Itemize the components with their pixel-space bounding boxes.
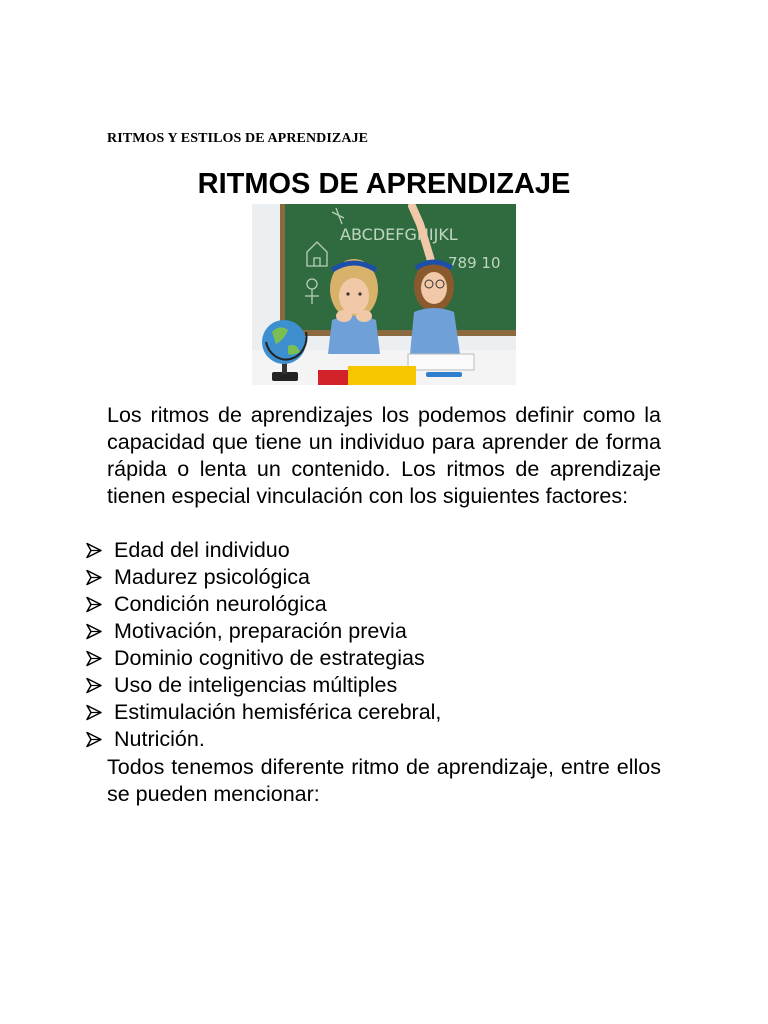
arrow-bullet-icon	[85, 704, 103, 721]
list-item	[85, 699, 441, 726]
page-title: RITMOS DE APRENDIZAJE	[197, 168, 571, 200]
list-item	[85, 645, 441, 672]
list-item	[85, 672, 441, 699]
arrow-bullet-icon	[85, 650, 103, 667]
arrow-bullet-icon	[85, 731, 103, 748]
list-item	[85, 618, 441, 645]
document-header: RITMOS Y ESTILOS DE APRENDIZAJE	[107, 131, 369, 146]
chalkboard-numbers: 789 10	[448, 254, 501, 272]
list-item	[85, 726, 441, 753]
intro-paragraph: Los ritmos de aprendizajes los podemos definir como la capacidad que tiene un individuo para aprender de forma rápida o lenta un contenido. Los ritmos de aprendizaje tienen especial vinculación con los siguientes factores:	[107, 403, 661, 508]
list-item-label: Nutrición.	[114, 727, 205, 751]
classroom-illustration	[252, 204, 516, 385]
arrow-bullet-icon	[85, 623, 103, 640]
arrow-bullet-icon	[85, 569, 103, 586]
factors-list	[85, 537, 441, 753]
list-item	[85, 591, 441, 618]
classroom-photo	[252, 204, 516, 385]
list-item-label: Uso de inteligencias múltiples	[114, 673, 398, 697]
list-item-label: Estimulación hemisférica cerebral,	[114, 700, 442, 724]
arrow-bullet-icon	[85, 596, 103, 613]
list-item	[85, 537, 441, 564]
chalkboard-letters: ABCDEFGHIJKL	[340, 225, 458, 244]
list-item-label: Condición neurológica	[114, 592, 327, 616]
closing-paragraph: Todos tenemos diferente ritmo de aprendizaje, entre ellos se pueden mencionar:	[107, 755, 661, 806]
arrow-bullet-icon	[85, 542, 103, 559]
list-item-label: Madurez psicológica	[114, 565, 310, 589]
list-item-label: Motivación, preparación previa	[114, 619, 407, 643]
arrow-bullet-icon	[85, 677, 103, 694]
list-item	[85, 564, 441, 591]
list-item-label: Edad del individuo	[114, 538, 290, 562]
list-item-label: Dominio cognitivo de estrategias	[114, 646, 425, 670]
